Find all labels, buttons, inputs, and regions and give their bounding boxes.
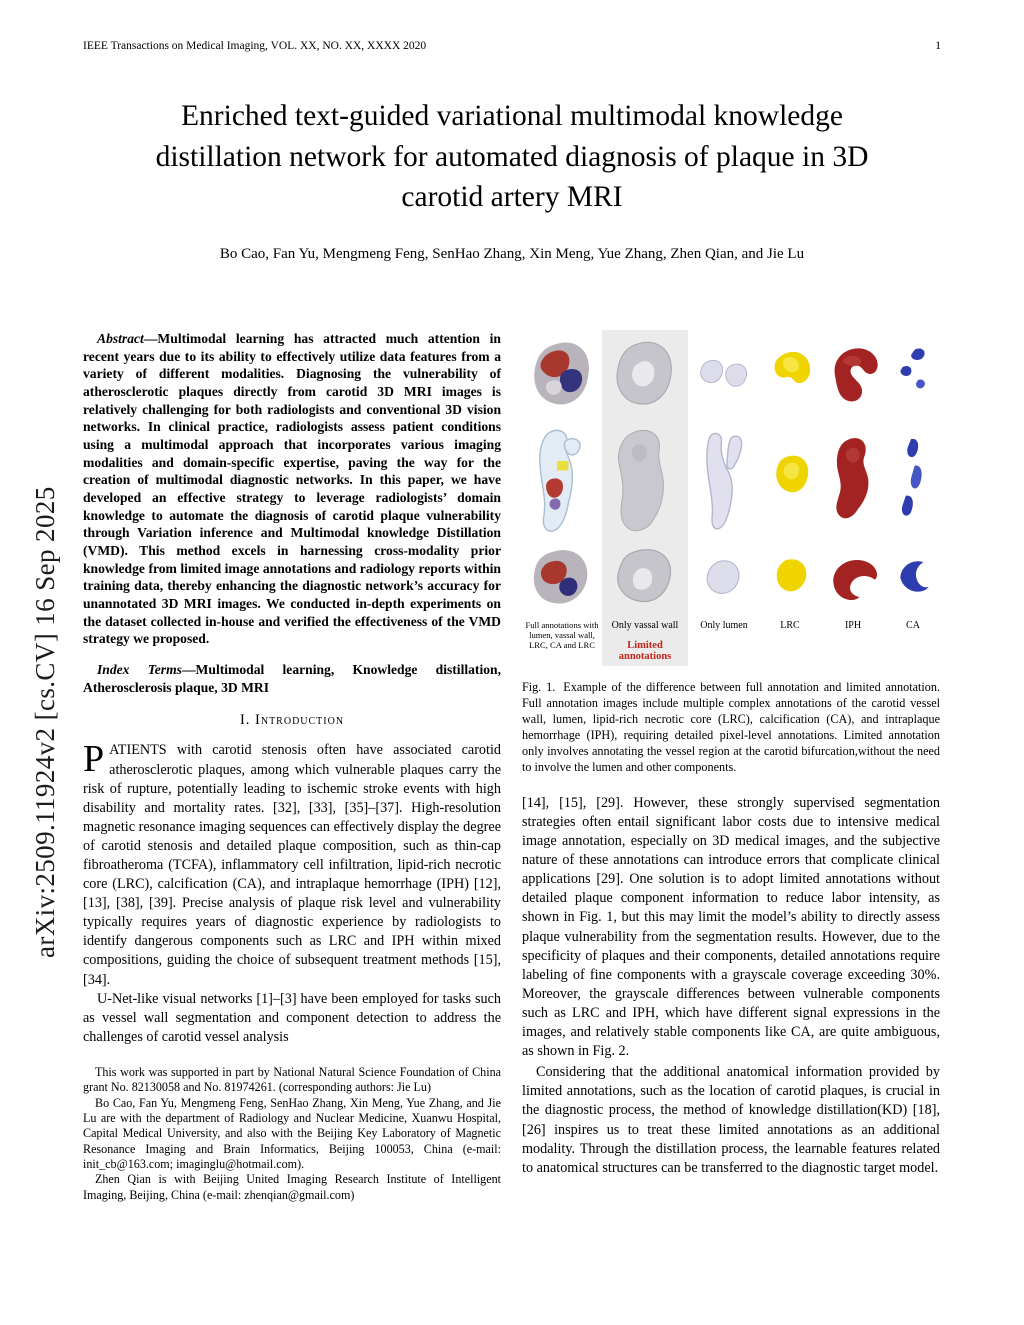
render-ca-row1 [886,330,940,422]
figure-1-image-grid [522,330,940,666]
journal-line: IEEE Transactions on Medical Imaging, VOL. XX, NO. XX, XXXX 2020 [83,40,427,52]
render-lumen-row3 [688,540,760,616]
render-full-annotation-row1 [522,330,602,422]
render-vassal-wall-row1 [602,330,688,422]
render-ca-row3 [886,540,940,616]
right-column [522,330,940,1203]
label-limited-annotations: Limited annotations [618,640,672,662]
render-lumen-row2 [688,422,760,540]
author-list: Bo Cao, Fan Yu, Mengmeng Feng, SenHao Zhang, Xin Meng, Yue Zhang, Zhen Qian, and Jie Lu [219,246,805,262]
render-ca-row2 [886,422,940,540]
section-heading-introduction: I. Introduction [239,712,345,729]
render-lrc-row3 [760,540,820,616]
figure-column-lrc [760,330,820,634]
figure-column-full-annotations [522,330,602,652]
label-only-vassal-wall: Only vassal wall [611,620,679,631]
render-lrc-row1 [760,330,820,422]
two-column-body [83,330,941,1203]
render-iph-row2 [820,422,886,540]
figure-column-ca [886,330,940,634]
render-full-annotation-row3 [522,540,602,616]
figure-1-caption [522,680,940,776]
figure-column-iph [820,330,886,634]
footnote-funding: This work was supported in part by National Natural Science Foundation of China grant No. 82130058 and No. 81974261. (corresponding authors: Jie Lu) [83,1064,501,1095]
arxiv-watermark: arXiv:2509.11924v2 [cs.CV] 16 Sep 2025 [30,486,60,958]
render-iph-row1 [820,330,886,422]
figure-1 [522,330,940,776]
paper-title: Enriched text-guided variational multimodal knowledge distillation network for automated diagnosis of plaque in 3D carotid artery MRI [155,100,869,214]
intro-paragraph-1 [83,738,501,989]
label-lrc: LRC [780,620,800,631]
label-iph: IPH [844,620,862,631]
figure-1-caption-text: Example of the difference between full annotation and limited annotation. Full annotation images include multiple complex annotations of the carotid vessel wall, lumen, lipid-rich necrotic core (LRC), calcification (CA), and intraplaque hemorrhage (IPH), requiring detailed pixel-level annotations. Limited annotation only involves annotating the vessel region at the carotid bifurcation,without the need to involve the lumen and other components. [522,680,940,774]
right-paragraph-2: Considering that the additional anatomical information provided by limited annotations, such as the location of carotid plaques, is crucial in the diagnostic process, the method of knowledge distillation(KD) [18], [26] inspires us to treat these limited annotations as an additional modality. Through the distillation process, the learnable features related to anatomical structures can be transferred to the diagnostic target model. [522,1064,940,1176]
dropcap-letter: P [83,738,105,781]
left-column [83,330,501,1203]
intro-paragraph-1-text: ATIENTS with carotid stenosis often have associated carotid atherosclerotic plaques, among which vulnerable plaques carry the risk of rupture, potentially leading to ischemic stroke events with high disability and mortality rates. [32], [33], [35]–[37]. High-resolution magnetic resonance imaging sequences can effectively display the degree of carotid stenosis and detailed plaque composition, such as thin-cap fibroatheroma (TCFA), inflammatory cell infiltration, lipid-rich necrotic core (LRC), calcification (CA), and intraplaque hemorrhage (IPH) [12], [13], [38], [39]. Precise analysis of plaque risk level and vulnerability typically requires years of diagnostic experience by radiologists to identify dangerous components such as LRC and IPH within mixed compositions, guiding the choice of subsequent treatment methods [15], [34]. [83,742,501,988]
index-terms [83,661,501,696]
label-ca: CA [906,620,920,631]
render-lrc-row2 [760,422,820,540]
index-terms-text: —Multimodal learning, Knowledge distillation, Atherosclerosis plaque, 3D MRI [83,662,501,695]
render-vassal-wall-row2 [602,422,688,540]
render-lumen-row1 [688,330,760,422]
footnote-affiliation-2: Zhen Qian is with Beijing United Imaging Research Institute of Intelligent Imaging, Beijing, China (e-mail: zhenqian@gmail.com) [83,1172,501,1202]
render-vassal-wall-row3 [602,540,688,616]
footnote-block [83,1065,501,1203]
figure-1-caption-label: Fig. 1. [522,680,556,694]
intro-paragraph-2: U-Net-like visual networks [1]–[3] have been employed for tasks such as vessel wall segmentation and component detection to address the challenges of carotid vessel analysis [83,990,501,1045]
page-number: 1 [935,40,941,52]
render-iph-row3 [820,540,886,616]
abstract-text: —Multimodal learning has attracted much attention in recent years due to its ability to effectively utilize data features from a variety of different modalities. Diagnosing the vulnerability of atherosclerotic plaques directly from carotid 3D MRI images is relatively challenging for both radiologists and conventional 3D vision networks. In clinical practice, radiologists assess patient conditions using a multimodal approach that incorporates various imaging modalities and domain-specific expertise, paving the way for the creation of multimodal diagnostic networks. In this paper, we have developed an effective strategy to leverage radiologists’ domain knowledge to automate the diagnosis of carotid plaque vulnerability through Variation inference and Multimodal knowledge Distillation (VMD). This method excels in harnessing cross-modality prior knowledge from limited image annotations and radiology reports within training data, thereby enhancing the diagnostic network’s accuracy for unannotated 3D MRI images. We conducted in-depth experiments on the dataset collected in-house and verified the effectiveness of the VMD strategy we proposed. [83,331,501,647]
right-paragraph-1: [14], [15], [29]. However, these strongly supervised segmentation strategies often entail significant labor costs due to intensive medical image annotation, especially on 3D medical images, and the subjective nature of these annotations can introduce errors that complicate clinical applications [29]. One solution is to adopt limited annotations without detailed plaque component information to reduce labor intensity, as shown in Fig. 1, but this may limit the model’s ability to directly assess plaque vulnerability from the segmentation results. However, due to the specificity of plaques and their components, detailed annotations require labeling of fine components with a grayscale coverage exceeding 30%. Moreover, the grayscale differences between vulnerable components such as LRC and IPH, which have different signal expressions in the images, and relatively stable components like CA, are quite ambiguous, as shown in Fig. 2. [522,794,940,1060]
figure-column-vassal-wall [602,330,688,666]
abstract [83,330,501,648]
label-only-lumen: Only lumen [700,620,748,631]
index-terms-label: Index Terms [97,662,182,678]
running-header [83,40,941,52]
render-full-annotation-row2 [522,422,602,540]
label-full-annotations: Full annotations with lumen, vassal wall, LRC, CA and LRC [525,620,599,651]
figure-column-lumen [688,330,760,634]
abstract-label: Abstract [97,331,144,346]
footnote-affiliation-1: Bo Cao, Fan Yu, Mengmeng Feng, SenHao Zhang, Xin Meng, Yue Zhang, and Jie Lu are with the department of Radiology and Nuclear Medicine, Xuanwu Hospital, Capital Medical University, and also with the Beijing Key Laboratory of Magnetic Resonance Imaging and Brain Informatics, Beijing 100053, China (e-mail: init_cb@163.com; imaginglu@hotmail.com). [83,1095,501,1171]
